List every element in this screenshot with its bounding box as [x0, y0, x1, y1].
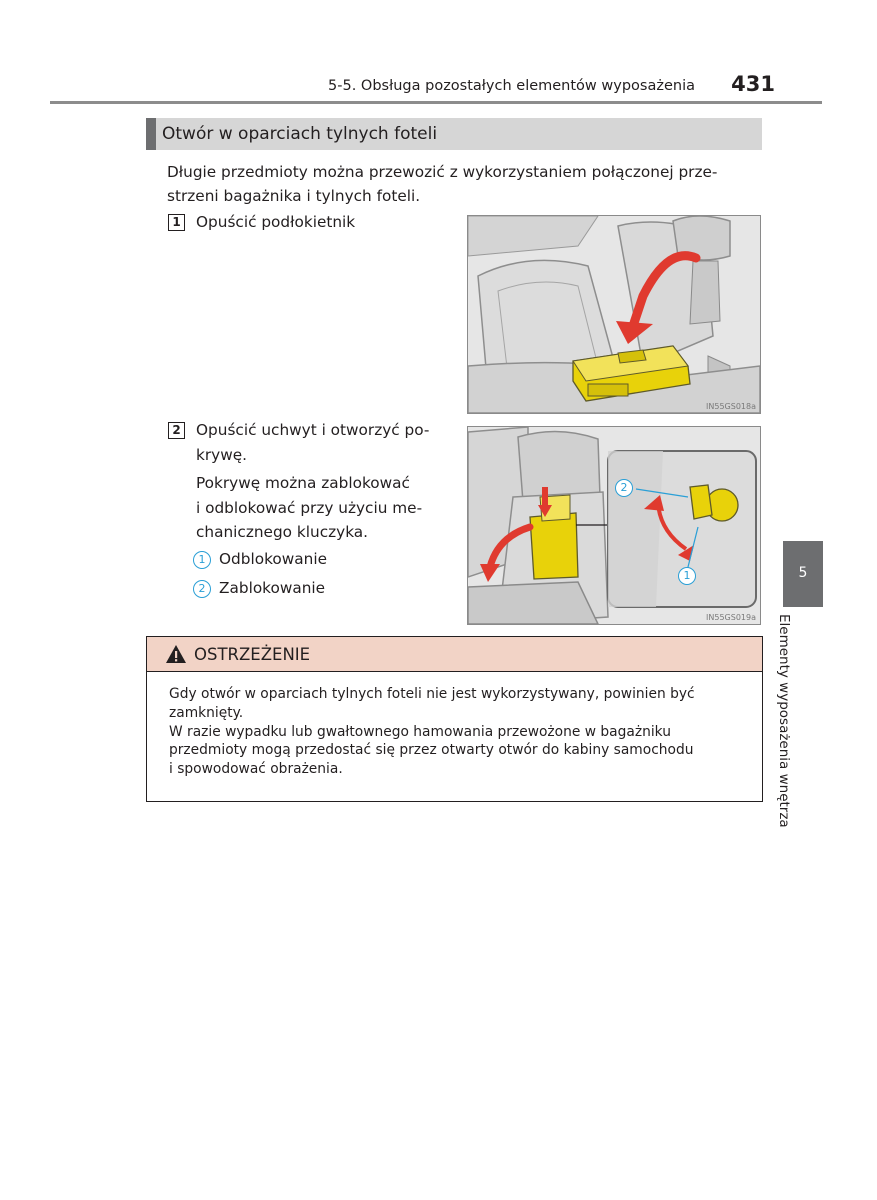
step-2-line: Opuścić uchwyt i otworzyć po-	[196, 421, 430, 439]
step-1-text: Opuścić podłokietnik	[196, 213, 356, 231]
callout-1: 1	[678, 567, 696, 585]
note-line: Pokrywę można zablokować	[196, 474, 410, 492]
chapter-number: 5	[798, 565, 808, 581]
intro-line: strzeni bagażnika i tylnych foteli.	[167, 187, 421, 205]
warning-line: Gdy otwór w oparciach tylnych foteli nie jest wykorzystywany, powinien być	[169, 686, 695, 702]
header-rule	[50, 101, 822, 104]
armrest-illustration	[468, 216, 760, 413]
legend-number-1: 1	[193, 551, 211, 569]
step-2-note	[196, 471, 454, 545]
page-number: 431	[731, 72, 775, 96]
callout-2: 2	[615, 479, 633, 497]
warning-line: W razie wypadku lub gwałtownego hamowania przewożone w bagażniku	[169, 723, 671, 740]
running-header: 5-5. Obsługa pozostałych elementów wyposażenia	[328, 78, 695, 94]
warning-title: OSTRZEŻENIE	[194, 645, 311, 664]
legend-number-2: 2	[193, 580, 211, 598]
legend-label-lock: Zablokowanie	[219, 579, 326, 597]
warning-line: zamknięty.	[169, 704, 244, 721]
section-heading	[146, 118, 762, 150]
intro-line: Długie przedmioty można przewozić z wykorzystaniem połączonej prze-	[167, 163, 718, 181]
warning-box	[146, 636, 763, 802]
figure-code: IN55GS018a	[706, 402, 756, 411]
chapter-title: Elementy wyposażenia wnętrza	[776, 614, 792, 828]
note-line: i odblokować przy użyciu me-	[196, 498, 423, 517]
step-1-number: 1	[168, 214, 185, 231]
legend-label-unlock: Odblokowanie	[219, 550, 327, 568]
figure-code: IN55GS019a	[706, 613, 756, 622]
step-2-number: 2	[168, 422, 185, 439]
step-2-line: krywę.	[196, 445, 247, 464]
step-2-text	[196, 418, 454, 467]
warning-line: przedmioty mogą przedostać się przez otwarty otwór do kabiny samochodu	[169, 742, 694, 759]
intro-paragraph	[167, 160, 763, 208]
section-title: Otwór w oparciach tylnych foteli	[162, 124, 438, 144]
chapter-label	[776, 614, 802, 854]
figure-pass-through-cover	[467, 426, 761, 625]
section-heading-accent	[146, 118, 156, 150]
figure-armrest-fold	[467, 215, 761, 414]
chapter-tab[interactable]	[783, 541, 823, 607]
cover-illustration	[468, 427, 760, 624]
note-line: chanicznego kluczyka.	[196, 523, 369, 541]
warning-text	[169, 685, 749, 779]
warning-line: i spowodować obrażenia.	[169, 761, 343, 778]
warning-icon	[165, 644, 187, 664]
warning-header	[147, 637, 762, 672]
